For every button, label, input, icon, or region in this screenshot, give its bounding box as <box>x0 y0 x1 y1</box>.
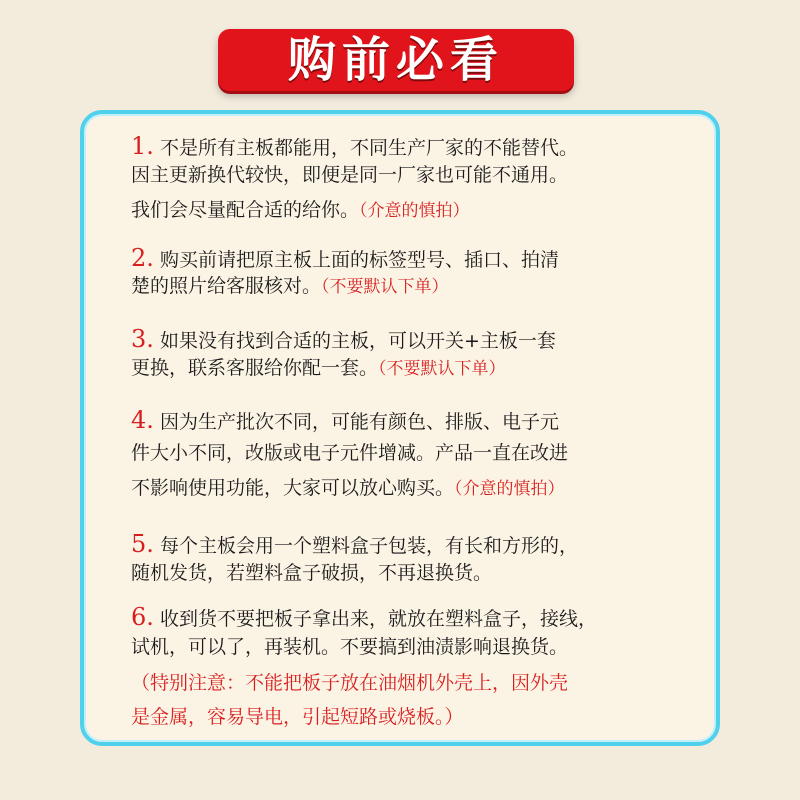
item-2-text-1: 购买前请把原主板上面的标签型号、插口、拍清 <box>159 249 559 271</box>
item-3-line-1 <box>131 326 556 354</box>
item-5-line-1 <box>131 531 578 559</box>
item-3-text-2: 更换，联系客服给你配一套。 <box>131 357 379 379</box>
item-6-number: 6. <box>131 603 154 631</box>
item-4-text-1: 因为生产批次不同，可能有颜色、排版、电子元 <box>159 411 559 433</box>
item-5-number: 5. <box>131 530 154 558</box>
item-4-number: 4. <box>131 406 154 434</box>
item-1-text-1: 不是所有主板都能用，不同生产厂家的不能替代。 <box>159 137 578 159</box>
item-1-line-1 <box>131 133 578 161</box>
item-3-line-2 <box>131 355 506 382</box>
item-3-note: （不要默认下单） <box>378 359 506 379</box>
item-6-warning-2: 是金属，容易导电，引起短路或烧板。） <box>131 706 464 728</box>
item-5-line-2: 随机发货，若塑料盒子破损，不再退换货。 <box>131 562 493 584</box>
item-4-line-2: 件大小不同，改版或电子元件增减。产品一直在改进 <box>131 442 569 464</box>
item-4-line-3 <box>131 475 565 502</box>
item-2-line-2 <box>131 273 449 300</box>
item-6-line-2: 试机，可以了，再装机。不要搞到油渍影响退换货。 <box>131 636 569 658</box>
item-2-line-1 <box>131 245 559 273</box>
item-1-number: 1. <box>131 132 154 160</box>
item-1-line-3 <box>131 197 470 224</box>
item-5-text-1: 每个主板会用一个塑料盒子包装，有长和方形的， <box>159 535 578 557</box>
item-2-note: （不要默认下单） <box>321 277 449 297</box>
item-2-text-2: 楚的照片给客服核对。 <box>131 275 322 297</box>
item-3-text-1: 如果没有找到合适的主板，可以开关+主板一套 <box>159 330 556 352</box>
item-4-line-1 <box>131 407 559 435</box>
item-1-text-3: 我们会尽量配合适的给你。 <box>131 199 360 221</box>
item-1-line-2: 因主更新换代较快，即便是同一厂家也可能不通用。 <box>131 164 569 186</box>
item-2-number: 2. <box>131 244 154 272</box>
item-4-text-3: 不影响使用功能，大家可以放心购买。 <box>131 477 455 499</box>
page-title: 购前必看 <box>287 32 504 88</box>
item-3-number: 3. <box>131 325 154 353</box>
item-6-text-1: 收到货不要把板子拿出来，就放在塑料盒子，接线， <box>159 608 597 630</box>
item-4-note: （介意的慎拍） <box>454 479 565 499</box>
item-6-warning-1: （特别注意：不能把板子放在油烟机外壳上，因外壳 <box>131 672 569 694</box>
item-1-note: （介意的慎拍） <box>359 201 470 221</box>
title-banner <box>218 29 574 91</box>
item-6-line-1 <box>131 604 597 632</box>
